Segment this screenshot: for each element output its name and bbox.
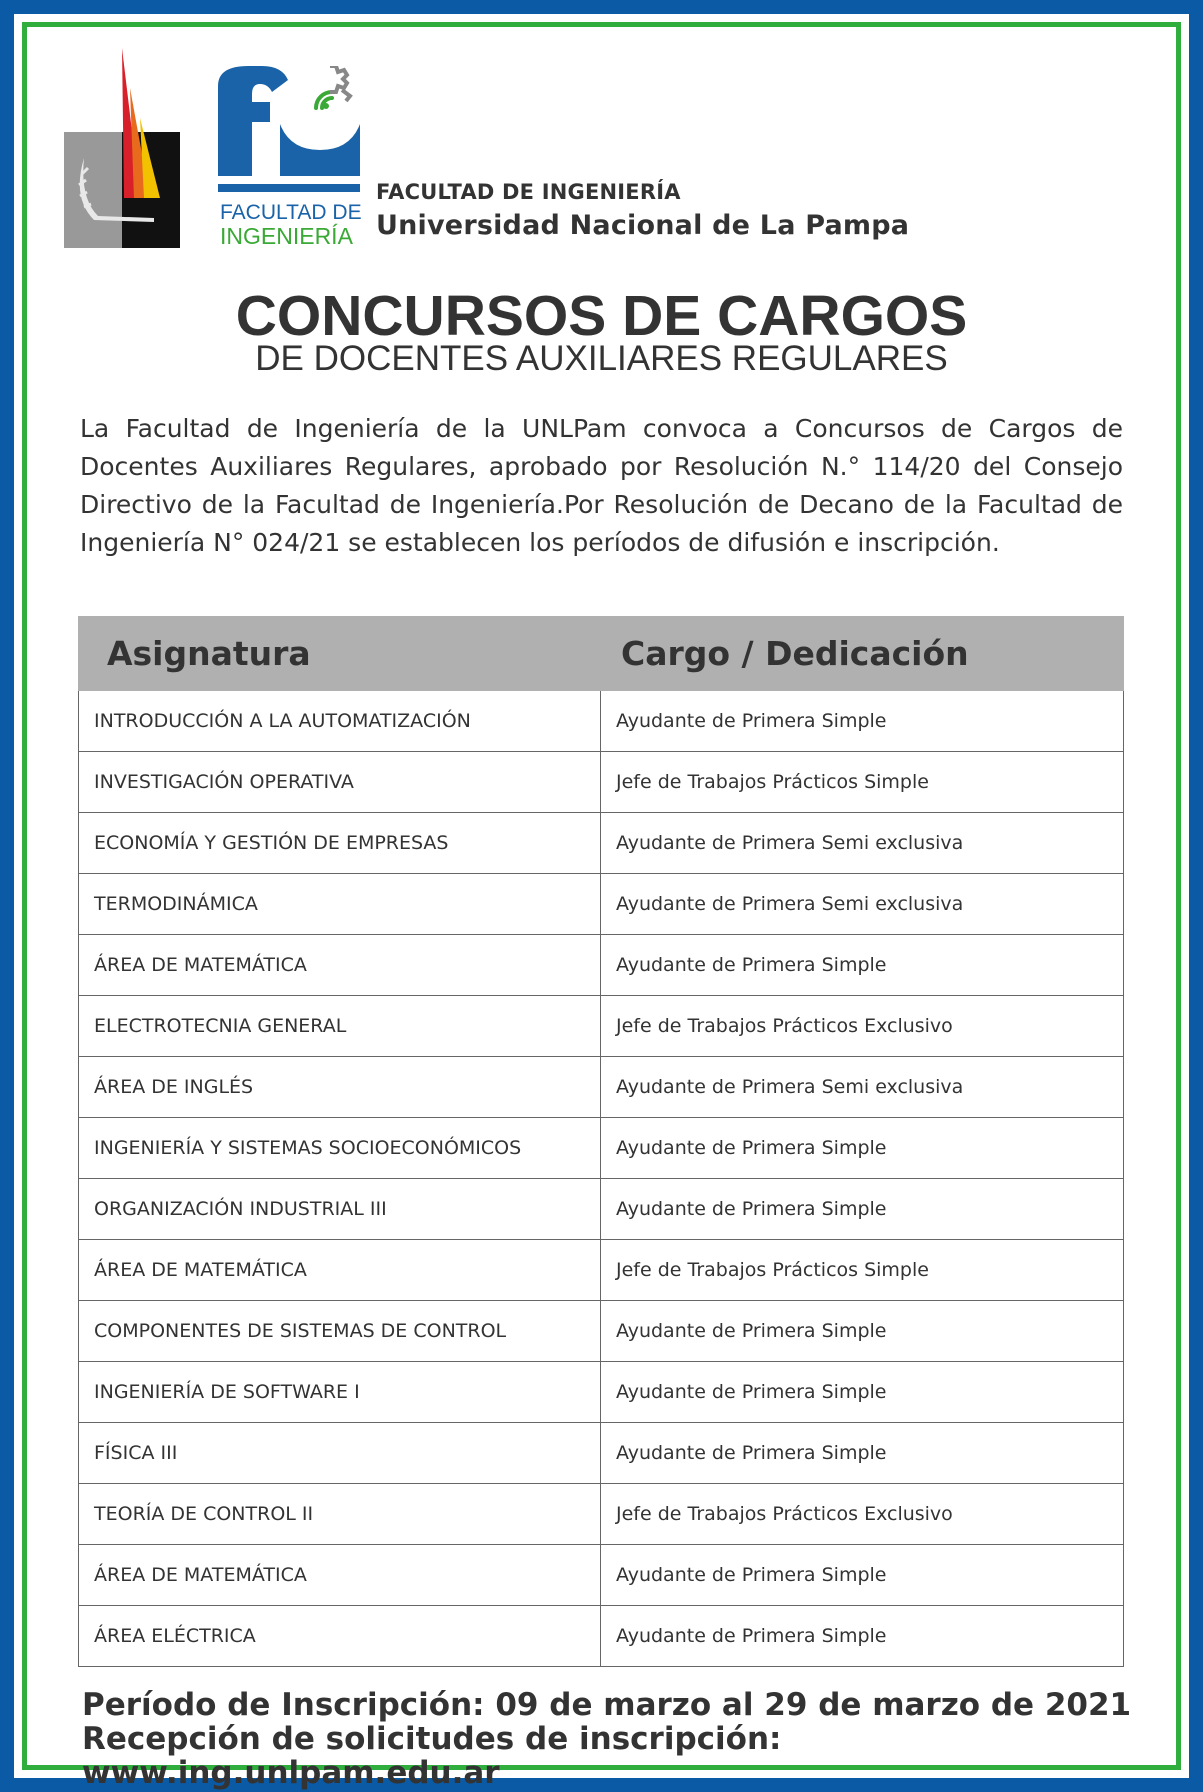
cell-asignatura: ÁREA DE MATEMÁTICA — [79, 1240, 601, 1301]
header-text — [376, 180, 909, 241]
table-row — [79, 1057, 1124, 1118]
registration-period: Período de Inscripción: 09 de marzo al 29 de marzo de 2021 — [82, 1687, 1132, 1723]
table-body — [79, 691, 1124, 1667]
table-row — [79, 1545, 1124, 1606]
cell-cargo: Ayudante de Primera Simple — [601, 1423, 1124, 1484]
cell-cargo: Ayudante de Primera Simple — [601, 1301, 1124, 1362]
table-header-row — [79, 617, 1124, 691]
cell-asignatura: TEORÍA DE CONTROL II — [79, 1484, 601, 1545]
cell-cargo: Jefe de Trabajos Prácticos Simple — [601, 752, 1124, 813]
cell-asignatura: COMPONENTES DE SISTEMAS DE CONTROL — [79, 1301, 601, 1362]
cell-asignatura: ÁREA DE MATEMÁTICA — [79, 935, 601, 996]
table-row — [79, 935, 1124, 996]
cell-asignatura: INVESTIGACIÓN OPERATIVA — [79, 752, 601, 813]
table-row — [79, 1118, 1124, 1179]
positions-table — [78, 616, 1124, 1667]
cell-asignatura: ECONOMÍA Y GESTIÓN DE EMPRESAS — [79, 813, 601, 874]
cell-asignatura: INTRODUCCIÓN A LA AUTOMATIZACIÓN — [79, 691, 601, 752]
table-row — [79, 1179, 1124, 1240]
table-row — [79, 1301, 1124, 1362]
logo-text-line1: FACULTAD DE — [220, 201, 362, 224]
header-asignatura: Asignatura — [79, 617, 601, 691]
cell-asignatura: FÍSICA III — [79, 1423, 601, 1484]
cell-asignatura: ORGANIZACIÓN INDUSTRIAL III — [79, 1179, 601, 1240]
footer — [82, 1688, 1203, 1790]
cell-cargo: Ayudante de Primera Simple — [601, 935, 1124, 996]
page-subtitle: DE DOCENTES AUXILIARES REGULARES — [255, 339, 948, 378]
cell-cargo: Ayudante de Primera Semi exclusiva — [601, 1057, 1124, 1118]
table-row — [79, 874, 1124, 935]
university-name: Universidad Nacional de La Pampa — [376, 210, 910, 241]
cell-cargo: Jefe de Trabajos Prácticos Exclusivo — [601, 996, 1124, 1057]
table-row — [79, 1423, 1124, 1484]
cell-cargo: Ayudante de Primera Simple — [601, 691, 1124, 752]
cell-cargo: Ayudante de Primera Simple — [601, 1606, 1124, 1667]
cell-asignatura: INGENIERÍA DE SOFTWARE I — [79, 1362, 601, 1423]
cell-cargo: Jefe de Trabajos Prácticos Simple — [601, 1240, 1124, 1301]
cell-cargo: Ayudante de Primera Simple — [601, 1179, 1124, 1240]
table-row — [79, 996, 1124, 1057]
reception-info: Recepción de solicitudes de inscripción: www.ing.unlpam.edu.ar — [82, 1721, 782, 1791]
cell-cargo: Jefe de Trabajos Prácticos Exclusivo — [601, 1484, 1124, 1545]
cell-cargo: Ayudante de Primera Semi exclusiva — [601, 874, 1124, 935]
cell-cargo: Ayudante de Primera Simple — [601, 1362, 1124, 1423]
table-row — [79, 691, 1124, 752]
cell-cargo: Ayudante de Primera Simple — [601, 1545, 1124, 1606]
header-cargo: Cargo / Dedicación — [601, 617, 1124, 691]
intro-paragraph: La Facultad de Ingeniería de la UNLPam convoca a Concursos de Cargos de Docentes Auxiliares Regulares, aprobado por Resolución N.° 114/20 del Consejo Directivo de la Facultad de Ingeniería.Por Resolución de Decano de la Facultad de Ingeniería N° 024/21 se establecen los períodos de difusión e inscripción. — [80, 414, 1123, 557]
faculty-name: FACULTAD DE INGENIERÍA — [376, 180, 681, 204]
cell-asignatura: ELECTROTECNIA GENERAL — [79, 996, 601, 1057]
cell-asignatura: ÁREA ELÉCTRICA — [79, 1606, 601, 1667]
unlpam-logo — [64, 48, 180, 248]
table-row — [79, 1362, 1124, 1423]
cell-asignatura: TERMODINÁMICA — [79, 874, 601, 935]
table-row — [79, 1484, 1124, 1545]
fi-logo — [218, 66, 374, 250]
cell-asignatura: ÁREA DE INGLÉS — [79, 1057, 601, 1118]
table-row — [79, 1606, 1124, 1667]
page-title: CONCURSOS DE CARGOS — [235, 284, 968, 348]
cell-asignatura: INGENIERÍA Y SISTEMAS SOCIOECONÓMICOS — [79, 1118, 601, 1179]
cell-cargo: Ayudante de Primera Semi exclusiva — [601, 813, 1124, 874]
cell-asignatura: ÁREA DE MATEMÁTICA — [79, 1545, 601, 1606]
cell-cargo: Ayudante de Primera Simple — [601, 1118, 1124, 1179]
logo-text-line2: INGENIERÍA — [220, 223, 353, 249]
table-row — [79, 752, 1124, 813]
table-row — [79, 813, 1124, 874]
table-row — [79, 1240, 1124, 1301]
